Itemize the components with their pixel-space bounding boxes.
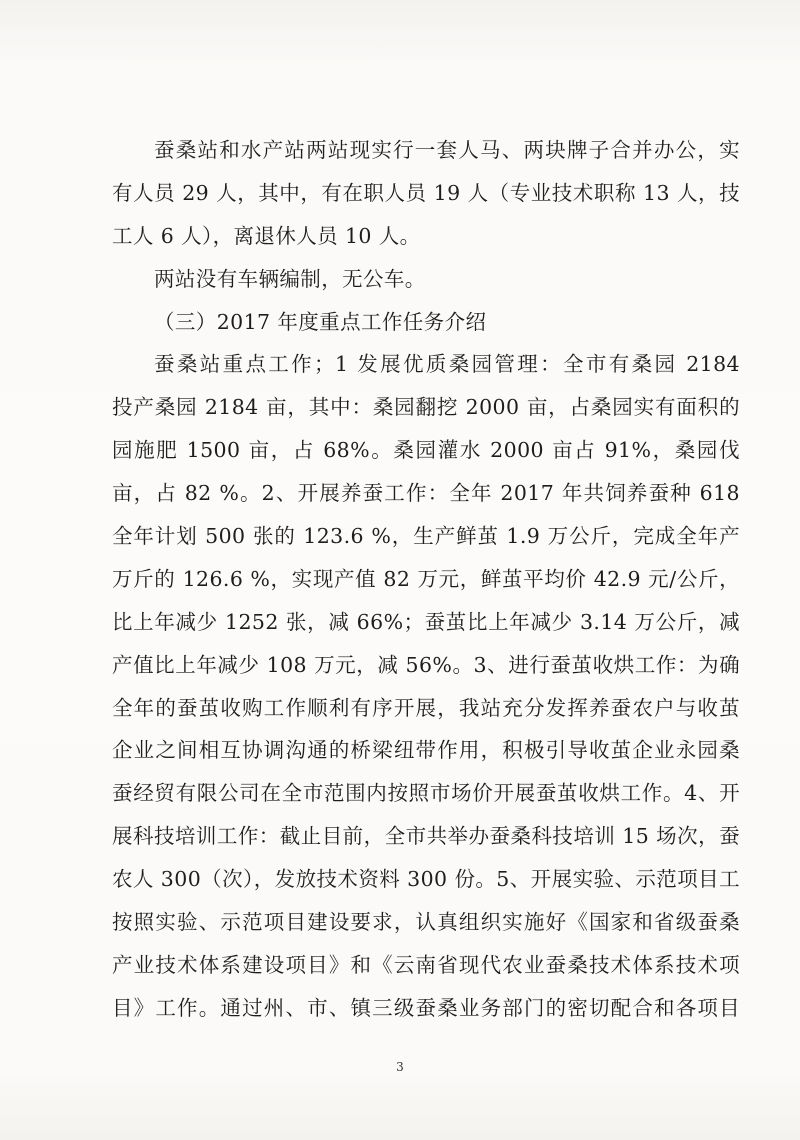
paragraph-line: 农人 300（次），发放技术资料 300 份。5、开展实验、示范项目工 (112, 867, 740, 892)
paragraph-line: 展科技培训工作：截止目前，全市共举办蚕桑科技培训 15 场次，蚕 (112, 824, 740, 849)
document-body (112, 134, 740, 1035)
paragraph-line: 产业技术体系建设项目》和《云南省现代农业蚕桑技术体系技术项 (112, 952, 740, 977)
paragraph-line: 蚕经贸有限公司在全市范围内按照市场价开展蚕茧收烘工作。4、开 (112, 781, 740, 806)
paragraph-line: 企业之间相互协调沟通的桥梁纽带作用，积极引导收茧企业永园桑 (112, 738, 740, 763)
paragraph-line: 比上年减少 1252 张，减 66%；蚕茧比上年减少 3.14 万公斤，减 (112, 609, 740, 634)
paragraph-line: 投产桑园 2184 亩，其中：桑园翻挖 2000 亩，占桑园实有面积的 (112, 395, 740, 420)
paragraph-line: 园施肥 1500 亩，占 68%。桑园灌水 2000 亩占 91%，桑园伐 (112, 438, 740, 463)
paragraph-line: 全年计划 500 张的 123.6 %，生产鲜茧 1.9 万公斤，完成全年产 (112, 524, 740, 549)
paragraph-line: 万斤的 126.6 %，实现产值 82 万元，鲜茧平均价 42.9 元/公斤， (112, 566, 740, 591)
page-number: 3 (396, 1060, 404, 1074)
paragraph-line: 亩，占 82 %。2、开展养蚕工作：全年 2017 年共饲养蚕种 618 (112, 481, 740, 506)
paragraph-line: 蚕桑站和水产站两站现实行一套人马、两块牌子合并办公，实 (154, 138, 740, 162)
paragraph-line: 有人员 29 人，其中，有在职人员 19 人（专业技术职称 13 人，技 (112, 180, 740, 205)
paragraph-line: 产值比上年减少 108 万元，减 56%。3、进行蚕茧收烘工作：为确 (112, 652, 740, 677)
paragraph-line: 工人 6 人），离退休人员 10 人。 (112, 223, 421, 248)
paragraph-line: 按照实验、示范项目建设要求，认真组织实施好《国家和省级蚕桑 (112, 910, 740, 935)
paragraph-line: 目》工作。通过州、市、镇三级蚕桑业务部门的密切配合和各项目 (112, 995, 740, 1020)
section-heading: （三）2017 年度重点工作任务介绍 (154, 309, 487, 334)
paragraph-line: 两站没有车辆编制，无公车。 (154, 266, 426, 291)
paragraph-line: 全年的蚕茧收购工作顺利有序开展，我站充分发挥养蚕农户与收茧 (112, 695, 740, 720)
paragraph-line: 蚕桑站重点工作；1 发展优质桑园管理：全市有桑园 2184 (154, 352, 740, 377)
